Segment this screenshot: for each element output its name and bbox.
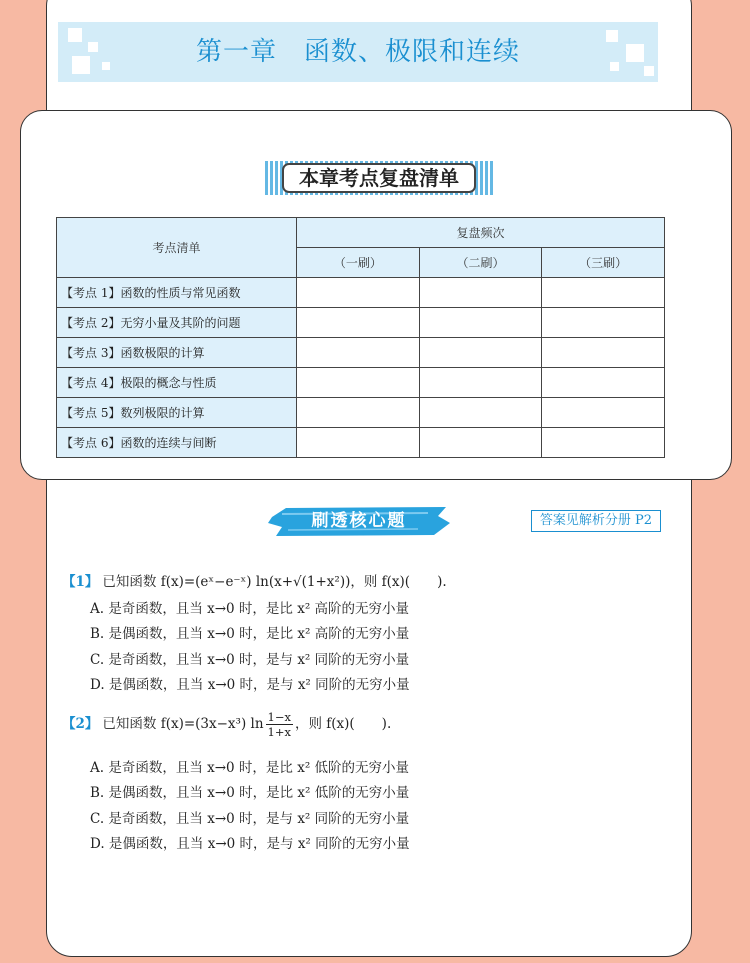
question-number: 【1】: [62, 574, 99, 590]
table-header-row: [57, 218, 665, 248]
option-c[interactable]: C. 是奇函数，且当 x→0 时，是与 x² 同阶的无穷小量: [90, 811, 410, 827]
check-cell[interactable]: [297, 338, 420, 368]
check-cell[interactable]: [419, 398, 542, 428]
fraction-denominator: 1+x: [267, 725, 291, 739]
topic-cell: 【考点 6】函数的连续与间断: [57, 428, 297, 458]
question-2-stem: [62, 710, 391, 739]
option-a[interactable]: A. 是奇函数，且当 x→0 时，是比 x² 低阶的无穷小量: [90, 760, 410, 776]
round-header: （三刷）: [542, 248, 665, 278]
check-cell[interactable]: [542, 338, 665, 368]
fraction-numerator: 1−x: [267, 710, 291, 724]
section-title: 刷透核心题: [311, 511, 407, 531]
question-text: 已知函数 f(x)=(3x−x³) ln: [102, 716, 264, 732]
check-cell[interactable]: [542, 278, 665, 308]
option-a[interactable]: A. 是奇函数，且当 x→0 时，是比 x² 高阶的无穷小量: [90, 601, 410, 617]
chapter-title: 第一章 函数、极限和连续: [195, 37, 520, 67]
review-title: 本章考点复盘清单: [282, 163, 476, 193]
check-cell[interactable]: [297, 398, 420, 428]
check-cell[interactable]: [419, 278, 542, 308]
section-banner: [268, 505, 450, 537]
table-row: [57, 308, 665, 338]
table-row: [57, 278, 665, 308]
topic-cell: 【考点 5】数列极限的计算: [57, 398, 297, 428]
check-cell[interactable]: [297, 308, 420, 338]
topic-cell: 【考点 2】无穷小量及其阶的问题: [57, 308, 297, 338]
topic-cell: 【考点 3】函数极限的计算: [57, 338, 297, 368]
question-number: 【2】: [62, 716, 99, 732]
check-cell[interactable]: [297, 368, 420, 398]
option-d[interactable]: D. 是偶函数，且当 x→0 时，是与 x² 同阶的无穷小量: [90, 836, 410, 852]
option-b[interactable]: B. 是偶函数，且当 x→0 时，是比 x² 低阶的无穷小量: [90, 785, 410, 801]
option-b[interactable]: B. 是偶函数，且当 x→0 时，是比 x² 高阶的无穷小量: [90, 626, 410, 642]
check-cell[interactable]: [419, 338, 542, 368]
review-table: [56, 217, 665, 458]
chapter-banner: [58, 22, 658, 82]
table-row: [57, 398, 665, 428]
round-header: （二刷）: [419, 248, 542, 278]
topic-column-header: 考点清单: [57, 218, 297, 278]
check-cell[interactable]: [297, 428, 420, 458]
table-row: [57, 338, 665, 368]
table-row: [57, 428, 665, 458]
check-cell[interactable]: [419, 308, 542, 338]
question-text-suffix: ，则 f(x)( ).: [294, 716, 392, 732]
round-header: （一刷）: [297, 248, 420, 278]
answer-reference: 答案见解析分册 P2: [531, 510, 661, 532]
check-cell[interactable]: [542, 398, 665, 428]
topic-cell: 【考点 1】函数的性质与常见函数: [57, 278, 297, 308]
check-cell[interactable]: [297, 278, 420, 308]
review-column-header: 复盘频次: [297, 218, 665, 248]
topic-cell: 【考点 4】极限的概念与性质: [57, 368, 297, 398]
question-text: 已知函数 f(x)=(eˣ−e⁻ˣ) ln(x+√(1+x²))，则 f(x)( ).: [102, 574, 447, 590]
option-d[interactable]: D. 是偶函数，且当 x→0 时，是与 x² 同阶的无穷小量: [90, 677, 410, 693]
table-row: [57, 368, 665, 398]
review-title-banner: [265, 161, 495, 195]
check-cell[interactable]: [542, 368, 665, 398]
check-cell[interactable]: [419, 428, 542, 458]
check-cell[interactable]: [542, 428, 665, 458]
check-cell[interactable]: [542, 308, 665, 338]
option-c[interactable]: C. 是奇函数，且当 x→0 时，是与 x² 同阶的无穷小量: [90, 652, 410, 668]
check-cell[interactable]: [419, 368, 542, 398]
question-1-stem: [62, 570, 447, 590]
fraction: [266, 710, 293, 739]
